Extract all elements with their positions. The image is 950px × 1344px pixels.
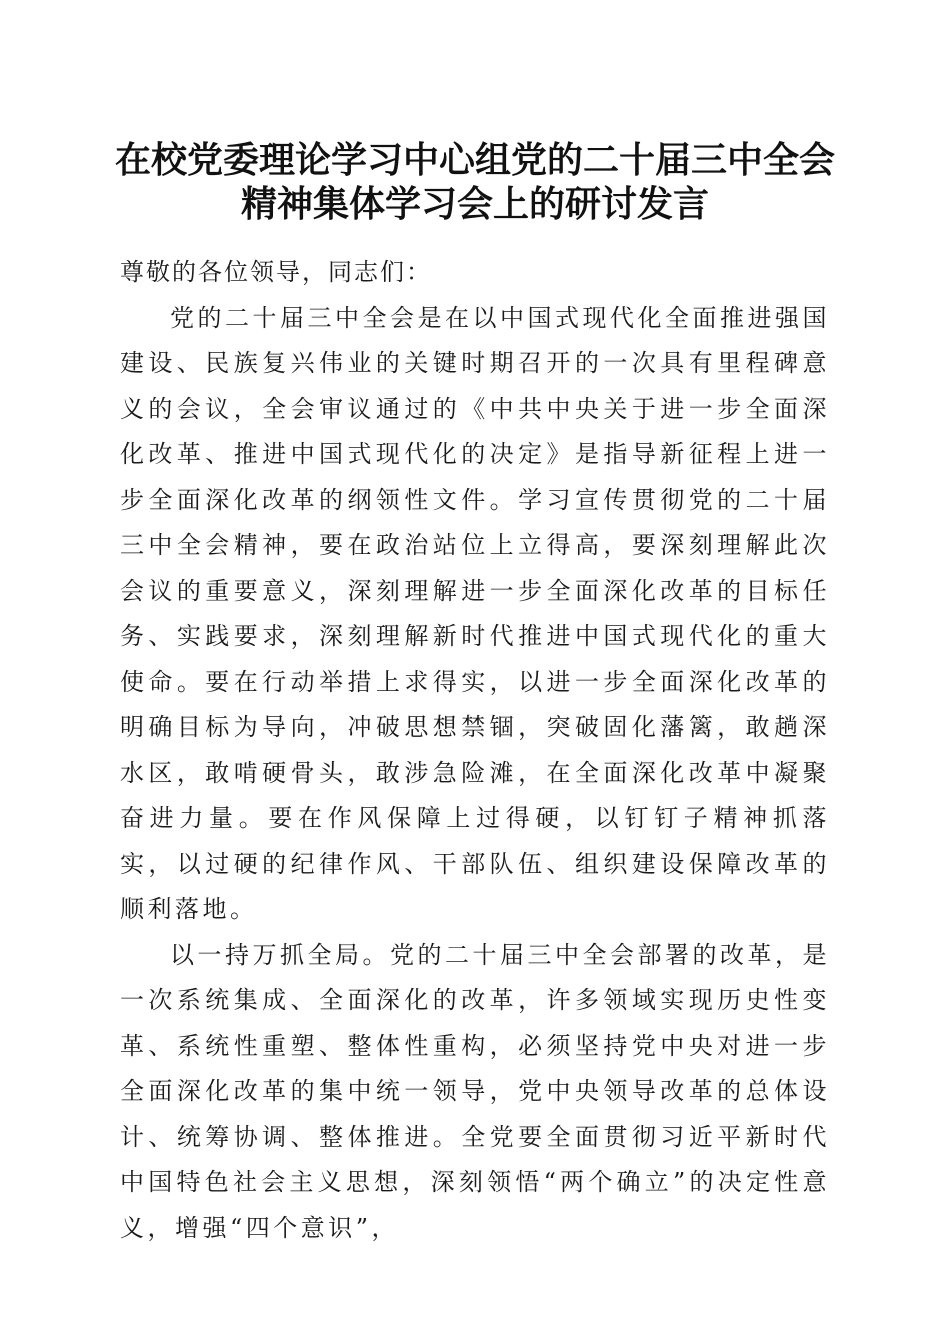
paragraph-1: 党的二十届三中全会是在以中国式现代化全面推进强国建设、民族复兴伟业的关键时期召开的一次具有里程碑意义的会议，全会审议通过的《中共中央关于进一步全面深化改革、推进中国式现代化的决定》是指导新征程上进一步全面深化改革的纲领性文件。学习宣传贯彻党的二十届三中全会精神，要在政治站位上立得高，要深刻理解此次会议的重要意义，深刻理解进一步全面深化改革的目标任务、实践要求，深刻理解新时代推进中国式现代化的重大使命。要在行动举措上求得实，以进一步全面深化改革的明确目标为导向，冲破思想禁锢，突破固化藩篱，敢趟深水区，敢啃硬骨头，敢涉急险滩，在全面深化改革中凝聚奋进力量。要在作风保障上过得硬，以钉钉子精神抓落实，以过硬的纪律作风、干部队伍、组织建设保障改革的顺利落地。 xyxy=(120,303,830,923)
document-title-line-1: 在校党委理论学习中心组党的二十届三中全会 xyxy=(114,139,835,181)
paragraph-2: 以一持万抓全局。党的二十届三中全会部署的改革，是一次系统集成、全面深化的改革，许多领域实现历史性变革、系统性重塑、整体性重构，必须坚持党中央对进一步全面深化改革的集中统一领导，党中央领导改革的总体设计、统筹协调、整体推进。全党要全面贯彻习近平新时代中国特色社会主义思想，深刻领悟“两个确立”的决定性意义，增强“四个意识”， xyxy=(120,940,830,1242)
document-title-line-2: 精神集体学习会上的研讨发言 xyxy=(240,183,709,225)
document-body xyxy=(120,250,830,1251)
salutation: 尊敬的各位领导，同志们： xyxy=(120,258,432,286)
